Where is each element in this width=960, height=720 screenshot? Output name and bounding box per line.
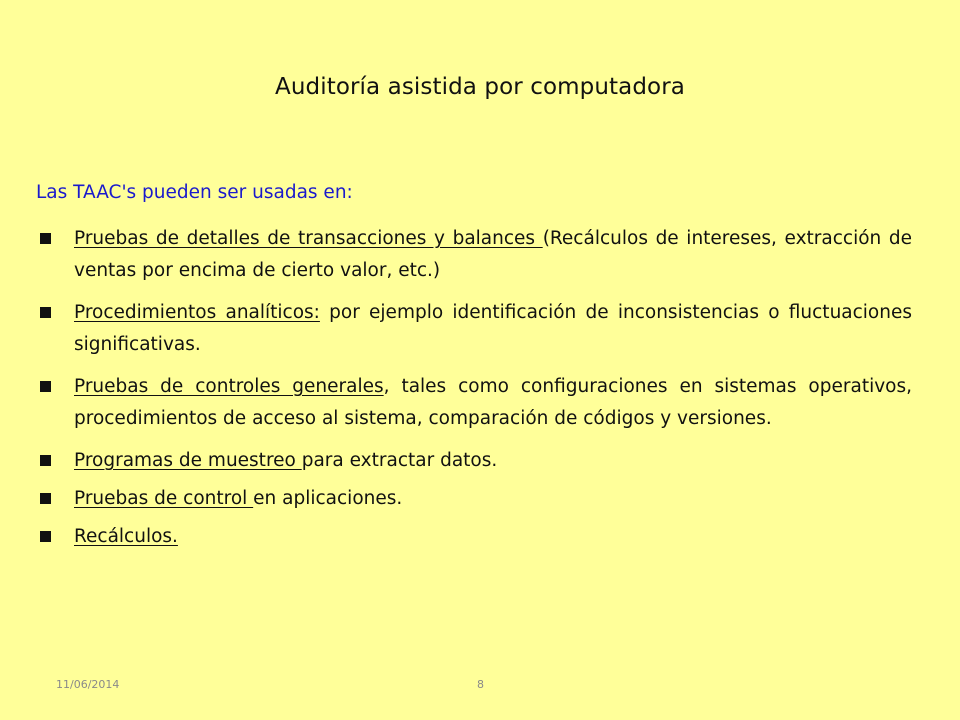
list-item (36, 223, 912, 287)
list-item (36, 297, 912, 361)
footer-page-number: 8 (477, 678, 484, 691)
item-underlined-text: Procedimientos analíticos: (74, 302, 320, 323)
item-underlined-text: Pruebas de controles generales (74, 376, 384, 397)
square-bullet-icon (40, 455, 51, 466)
bullet-list (36, 223, 912, 559)
list-item (36, 521, 912, 553)
intro-text: Las TAAC's pueden ser usadas en: (36, 182, 353, 203)
square-bullet-icon (40, 381, 51, 392)
footer-date: 11/06/2014 (56, 678, 120, 691)
item-text: en aplicaciones. (253, 488, 403, 509)
item-underlined-text: Programas de muestreo (74, 450, 302, 471)
square-bullet-icon (40, 233, 51, 244)
item-underlined-text: Recálculos. (74, 526, 178, 547)
list-item (36, 445, 912, 477)
square-bullet-icon (40, 493, 51, 504)
item-text: , tales como configuraciones en sistemas operativos, procedimientos de acceso al sistema, comparación de códigos y versiones. (74, 376, 913, 429)
item-text: para extractar datos. (301, 450, 498, 471)
slide-title: Auditoría asistida por computadora (275, 74, 685, 100)
item-text: por ejemplo identificación de inconsistencias o fluctuaciones significativas. (74, 302, 912, 355)
item-underlined-text: Pruebas de control (74, 488, 254, 509)
square-bullet-icon (40, 307, 51, 318)
list-item (36, 483, 912, 515)
item-underlined-text: Pruebas de detalles de transacciones y balances (74, 228, 543, 249)
square-bullet-icon (40, 531, 51, 542)
list-item (36, 371, 912, 435)
item-text: (Recálculos de intereses, extracción de ventas por encima de cierto valor, etc.) (74, 228, 912, 281)
